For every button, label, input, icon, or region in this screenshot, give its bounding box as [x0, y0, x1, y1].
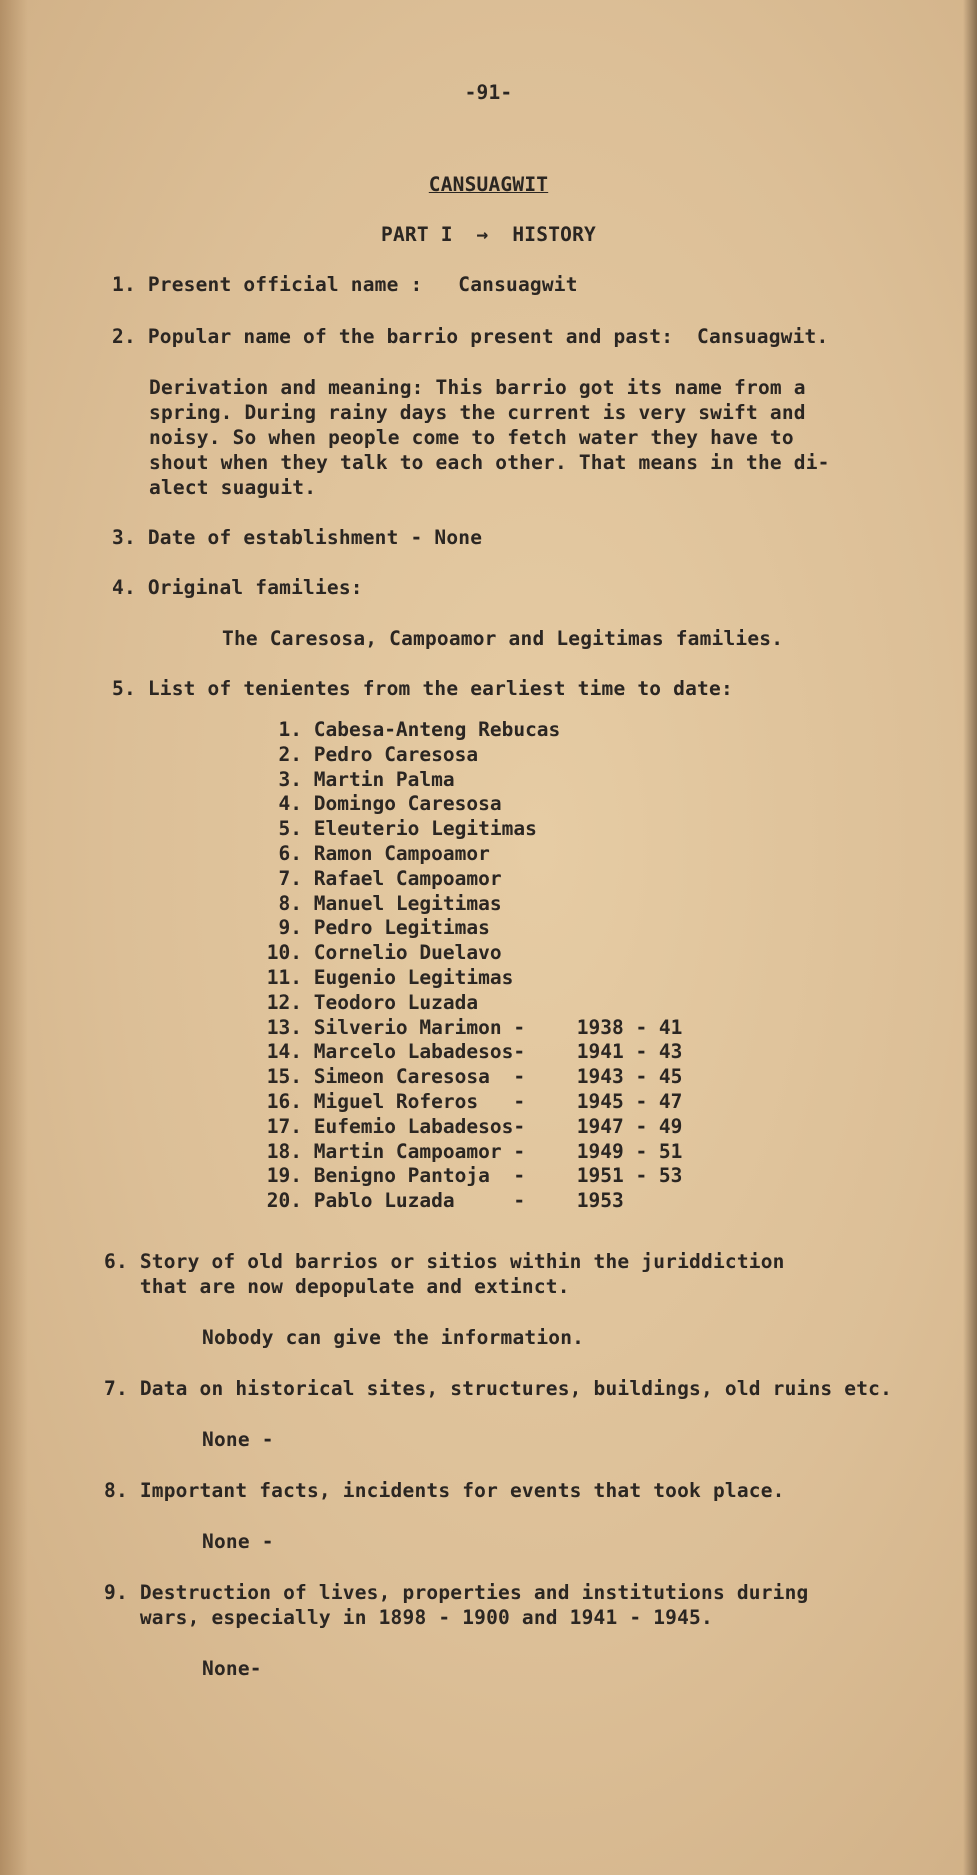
item-8: 8. Important facts, incidents for events that took place. [104, 1479, 785, 1502]
teniente-number: 18. [266, 1139, 302, 1163]
item-9-line: wars, especially in 1898 - 1900 and 1941 - 1945. [104, 1606, 713, 1629]
teniente-years: 1945 - 47 [576, 1089, 683, 1113]
teniente-number: 20. [266, 1189, 302, 1213]
teniente-years: 1941 - 43 [576, 1040, 683, 1064]
teniente-name: Silverio Marimon - [313, 1015, 526, 1039]
item-3: 3. Date of establishment - None [112, 526, 483, 549]
teniente-years: 1938 - 41 [576, 1015, 683, 1039]
teniente-number: 9. [278, 916, 302, 940]
teniente-name: Domingo Caresosa [313, 792, 502, 816]
item-1: 1. Present official name : Cansuagwit [112, 273, 578, 296]
derivation-line: Derivation and meaning: This barrio got its name from a [149, 376, 806, 399]
teniente-name: Miguel Roferos - [313, 1089, 526, 1113]
teniente-row [262, 792, 682, 817]
item-9-line: 9. Destruction of lives, properties and institutions during [104, 1581, 809, 1604]
teniente-number: 7. [278, 866, 302, 890]
page-number: -91- [464, 81, 513, 104]
teniente-row [262, 916, 682, 941]
teniente-number: 4. [278, 792, 302, 816]
teniente-name: Martin Campoamor - [313, 1139, 526, 1163]
teniente-number: 15. [266, 1065, 302, 1089]
teniente-row [262, 1065, 682, 1090]
teniente-list [262, 718, 682, 1214]
item-5: 5. List of tenientes from the earliest time to date: [112, 677, 733, 700]
teniente-row [262, 867, 682, 892]
families-text: The Caresosa, Campoamor and Legitimas families. [222, 627, 784, 650]
teniente-number: 11. [266, 965, 302, 989]
teniente-years: 1949 - 51 [576, 1139, 683, 1163]
derivation-line: spring. During rainy days the current is very swift and [149, 401, 806, 424]
teniente-name: Ramon Campoamor [313, 841, 490, 865]
teniente-name: Benigno Pantoja - [313, 1164, 526, 1188]
item-7: 7. Data on historical sites, structures, buildings, old ruins etc. [104, 1377, 893, 1400]
teniente-number: 6. [278, 841, 302, 865]
teniente-row [262, 941, 682, 966]
teniente-name: Pedro Caresosa [313, 742, 479, 766]
item-4: 4. Original families: [112, 576, 363, 599]
teniente-name: Teodoro Luzada [313, 990, 479, 1014]
teniente-row [262, 817, 682, 842]
teniente-name: Eufemio Labadesos- [313, 1114, 526, 1138]
teniente-number: 17. [266, 1114, 302, 1138]
teniente-years: 1947 - 49 [576, 1114, 683, 1138]
teniente-number: 19. [266, 1164, 302, 1188]
teniente-row [262, 842, 682, 867]
teniente-row [262, 1140, 682, 1165]
teniente-name: Cabesa-Anteng Rebucas [313, 718, 561, 741]
teniente-name: Eleuterio Legitimas [313, 817, 537, 841]
answer-9: None- [202, 1657, 262, 1680]
teniente-number: 8. [278, 891, 302, 915]
derivation-line: noisy. So when people come to fetch water they have to [149, 426, 794, 449]
answer-7: None - [202, 1428, 274, 1451]
derivation-line: alect suaguit. [149, 476, 317, 499]
teniente-years: 1943 - 45 [576, 1065, 683, 1089]
teniente-row [262, 991, 682, 1016]
answer-6: Nobody can give the information. [202, 1326, 585, 1349]
teniente-name: Pablo Luzada - [313, 1189, 526, 1213]
item-6-line: that are now depopulate and extinct. [104, 1275, 570, 1298]
teniente-years: 1953 [576, 1189, 624, 1213]
teniente-number: 10. [266, 941, 302, 965]
teniente-row [262, 768, 682, 793]
teniente-name: Cornelio Duelavo [313, 941, 502, 965]
teniente-row [262, 1090, 682, 1115]
teniente-row [262, 718, 682, 743]
answer-8: None - [202, 1530, 274, 1553]
teniente-number: 12. [266, 990, 302, 1014]
teniente-number: 3. [278, 767, 302, 791]
item-2: 2. Popular name of the barrio present and past: Cansuagwit. [112, 325, 829, 348]
teniente-number: 16. [266, 1089, 302, 1113]
teniente-name: Manuel Legitimas [313, 891, 502, 915]
teniente-row [262, 892, 682, 917]
item-6-line: 6. Story of old barrios or sitios within the juriddiction [104, 1250, 785, 1273]
teniente-number: 5. [278, 817, 302, 841]
teniente-number: 1. [278, 718, 302, 741]
teniente-number: 13. [266, 1015, 302, 1039]
derivation-line: shout when they talk to each other. That means in the di- [149, 451, 830, 474]
teniente-years: 1951 - 53 [576, 1164, 683, 1188]
teniente-name: Eugenio Legitimas [313, 965, 514, 989]
teniente-name: Marcelo Labadesos- [313, 1040, 526, 1064]
teniente-name: Rafael Campoamor [313, 866, 502, 890]
teniente-number: 14. [266, 1040, 302, 1064]
teniente-number: 2. [278, 742, 302, 766]
teniente-row [262, 1164, 682, 1189]
teniente-row [262, 966, 682, 991]
teniente-row [262, 1016, 682, 1041]
page-title: CANSUAGWIT [428, 173, 549, 196]
teniente-row [262, 743, 682, 768]
teniente-row [262, 1189, 682, 1214]
teniente-name: Martin Palma [313, 767, 455, 791]
teniente-row [262, 1115, 682, 1140]
teniente-name: Simeon Caresosa - [313, 1065, 526, 1089]
section-heading: PART I → HISTORY [381, 223, 596, 246]
teniente-name: Pedro Legitimas [313, 916, 490, 940]
teniente-row [262, 1040, 682, 1065]
